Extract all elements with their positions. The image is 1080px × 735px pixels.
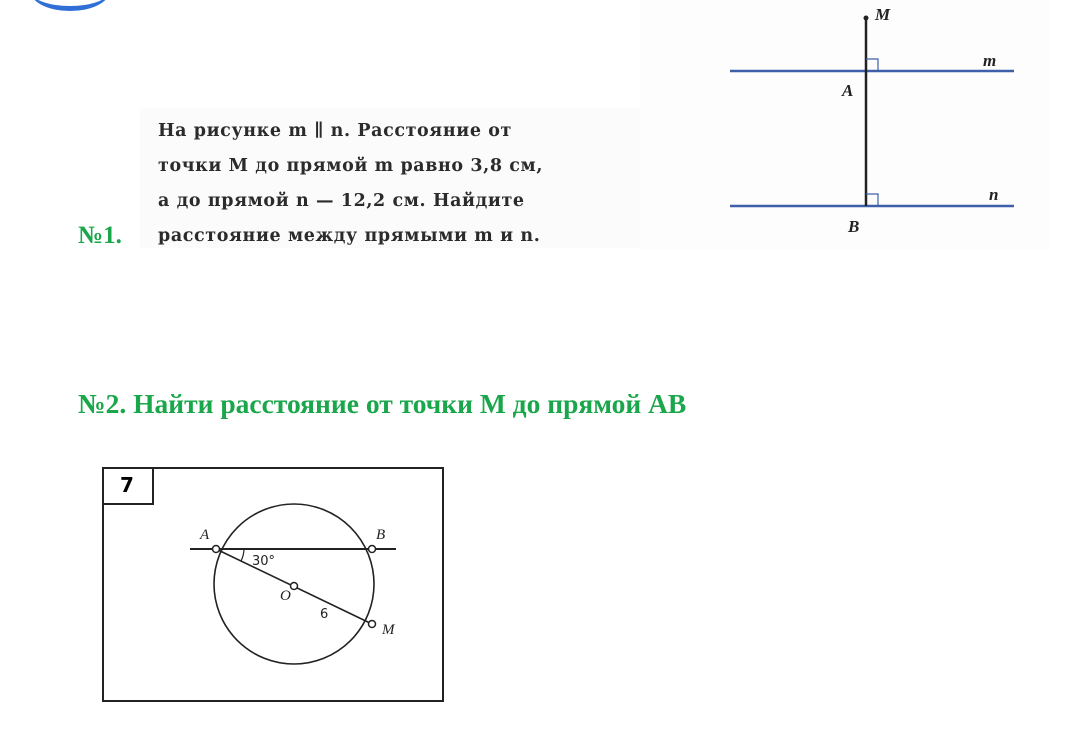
point-B <box>369 546 376 553</box>
task2-title: №2. Найти расстояние от точки М до прямой АВ <box>78 388 687 419</box>
right-angle-A <box>866 59 878 71</box>
figure-number-badge: 7 <box>104 469 154 505</box>
label-n: n <box>989 185 999 204</box>
label-B: B <box>848 217 860 236</box>
label-angle: 30° <box>252 554 276 569</box>
point-A <box>213 546 220 553</box>
task2-figure <box>104 469 444 702</box>
right-angle-B <box>866 194 878 206</box>
label-m: m <box>983 51 997 70</box>
label-A: A <box>200 527 210 543</box>
label-length: 6 <box>320 607 329 622</box>
task1-text-block <box>140 108 640 248</box>
label-M: M <box>382 622 395 638</box>
angle-arc <box>241 549 244 561</box>
task1-line-2: точки M до прямой m равно 3,8 см, <box>158 156 544 176</box>
point-M <box>864 16 869 21</box>
label-M: M <box>875 5 891 24</box>
label-O: O <box>280 588 291 604</box>
point-M <box>369 621 376 628</box>
point-O <box>291 583 298 590</box>
task1-number: №1. <box>78 222 122 249</box>
task1-figure <box>640 0 1050 250</box>
task1-line-4: расстояние между прямыми m и n. <box>158 226 541 246</box>
task1-line-3: а до прямой n — 12,2 см. Найдите <box>158 191 525 211</box>
label-B: B <box>376 527 386 543</box>
corner-decoration <box>30 0 110 11</box>
task1-line-1: На рисунке m ∥ n. Расстояние от <box>158 121 512 141</box>
task2-figure-frame <box>102 467 444 702</box>
label-A: A <box>842 81 854 100</box>
